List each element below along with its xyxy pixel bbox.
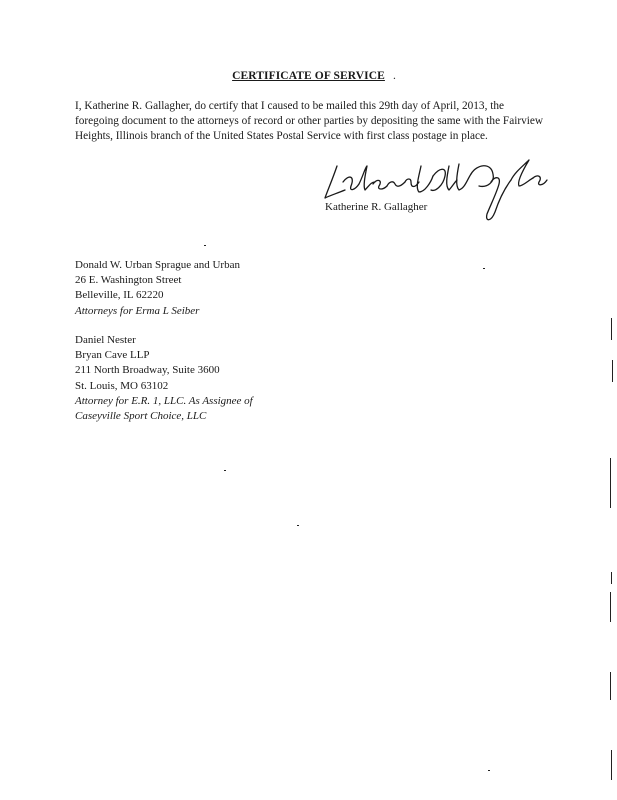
party-2-line-1: Daniel Nester [75,334,136,346]
scan-speck [483,268,485,269]
party-2-line-2: Bryan Cave LLP [75,349,150,362]
service-party-1 [75,258,240,319]
certificate-body: I, Katherine R. Gallagher, do certify that I caused to be mailed this 29th day of April, 2013, the foregoing document to the attorneys of record or other parties by depositing the same with the Fairview Heights, Illinois branch of the United States Postal Service with first class postage in place. [75,100,544,143]
scan-edge-mark [610,592,611,622]
handwritten-signature [315,152,555,232]
signer-name: Katherine R. Gallagher [325,201,428,213]
party-1-line-1: Donald W. Urban Sprague and Urban [75,259,240,271]
scan-edge-mark [612,360,613,382]
scan-speck [224,470,226,471]
party-1-line-3: Belleville, IL 62220 [75,289,164,302]
scan-edge-mark [611,318,612,340]
scan-edge-mark [610,458,611,508]
party-2-role-line-1: Attorney for E.R. 1, LLC. As Assignee of [75,394,253,407]
scan-edge-mark [611,572,612,584]
scan-speck [204,245,206,246]
scan-edge-mark [610,672,611,700]
title-mark: . [393,70,396,82]
party-2-line-4: St. Louis, MO 63102 [75,379,169,392]
service-party-2 [75,333,253,424]
scan-edge-mark [611,750,612,780]
party-1-line-2: 26 E. Washington Street [75,274,182,287]
scan-speck [297,525,299,526]
party-1-role: Attorneys for Erma L Seiber [75,304,200,317]
certificate-title: CERTIFICATE OF SERVICE [232,70,385,82]
party-2-role-line-2: Caseyville Sport Choice, LLC [75,410,207,423]
scan-speck [488,770,490,771]
party-2-line-3: 211 North Broadway, Suite 3600 [75,364,220,377]
